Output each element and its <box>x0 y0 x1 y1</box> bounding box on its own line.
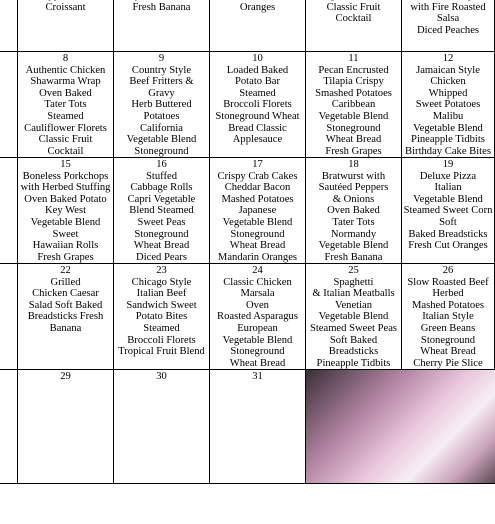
menu-item-line: Green Beans <box>420 322 476 334</box>
menu-item-line: Chicago Style <box>131 276 192 288</box>
menu-item-line: Japanese <box>238 205 277 217</box>
day-number: 9 <box>158 53 165 64</box>
menu-item-line: Fresh Cut Oranges <box>408 240 488 252</box>
menu-item-line: Italian Style <box>422 311 474 323</box>
menu-item-line: Mashed Potatoes <box>221 193 294 205</box>
menu-item-line: Country Style <box>131 64 192 76</box>
menu-item-line: Fresh Banana <box>132 1 191 13</box>
menu-item-line: Stoneground <box>230 228 285 240</box>
calendar-day-cell <box>114 370 210 484</box>
menu-item-line: Gravy <box>148 87 175 99</box>
menu-item-line: Slow Roasted Beef <box>407 276 489 288</box>
menu-item-line: Classic Chicken <box>223 276 292 288</box>
menu-item-line: Cocktail <box>335 13 372 25</box>
calendar-day-cell <box>18 370 114 484</box>
menu-item-line: Italian <box>434 182 462 194</box>
day-number: 12 <box>442 53 454 64</box>
menu-item-line: Cocktail <box>47 145 84 157</box>
day-number: 25 <box>348 265 359 276</box>
menu-item-line: Sautéed Peppers <box>318 182 389 194</box>
menu-item-line: Diced Pears <box>136 251 187 263</box>
day-number: 24 <box>252 265 263 276</box>
menu-item-line: Pineapple Tidbits <box>316 357 391 369</box>
day-number: 11 <box>348 53 359 64</box>
menu-item-line: Bratwurst with <box>321 170 386 182</box>
menu-item-line: Breadsticks <box>328 346 379 358</box>
menu-item-line: Wheat Bread <box>229 240 286 252</box>
menu-item-line: & Onions <box>332 193 375 205</box>
menu-item-line: Capri Vegetable <box>127 193 196 205</box>
menu-item-line: Classic Fruit <box>326 1 381 13</box>
calendar-day-cell <box>306 52 402 158</box>
menu-item-line: Sweet Potatoes <box>415 99 481 111</box>
menu-item-line: Broccoli Florets <box>127 334 196 346</box>
menu-item-line: Boneless Porkchops <box>22 170 109 182</box>
calendar-day-cell <box>402 52 495 158</box>
day-number: 10 <box>252 53 263 64</box>
menu-item-line: Herb Buttered <box>131 99 192 111</box>
menu-item-line: Potato Bar <box>234 76 281 88</box>
day-number: 30 <box>156 371 167 382</box>
menu-item-line: Marsala <box>240 288 275 300</box>
menu-item-line: Fresh Banana <box>324 251 383 263</box>
menu-item-line: Steamed <box>47 110 84 122</box>
menu-item-line: Spaghetti <box>333 276 374 288</box>
menu-item-line: Tater Tots <box>44 99 87 111</box>
menu-item-line: Oven <box>246 299 269 311</box>
weekend-stub-cell <box>0 264 18 370</box>
menu-item-line: Wheat Bread <box>420 346 476 358</box>
weekend-stub-cell <box>0 370 18 484</box>
day-number: 17 <box>252 159 263 170</box>
day-number: 16 <box>156 159 167 170</box>
menu-item-line: Deluxe Pizza <box>419 170 477 182</box>
menu-item-line: Bread Classic <box>228 122 287 134</box>
menu-item-line: Baked Breadsticks <box>408 228 488 240</box>
day-number: 29 <box>60 371 71 382</box>
weekend-stub-cell <box>0 0 18 52</box>
menu-item-line: Oven Baked <box>327 205 380 217</box>
menu-item-line: Oranges <box>239 1 276 13</box>
menu-item-line: Applesauce <box>232 134 283 146</box>
menu-item-line: Sweet Peas <box>137 216 186 228</box>
calendar-day-cell <box>18 0 114 52</box>
menu-item-line: Crispy Crab Cakes <box>217 170 298 182</box>
calendar-day-cell <box>210 158 306 264</box>
menu-item-line: Cherry Pie Slice <box>413 357 483 369</box>
menu-item-line: Tater Tots <box>332 216 375 228</box>
menu-item-line: Vegetable Blend <box>413 193 483 205</box>
menu-item-line: with Herbed Stuffing <box>20 182 111 194</box>
menu-item-line: Malibu <box>432 110 464 122</box>
menu-item-line: Broccoli Florets <box>223 99 292 111</box>
day-number: 18 <box>348 159 359 170</box>
menu-item-line: Loaded Baked <box>226 64 289 76</box>
menu-item-line: Sweet <box>52 228 79 240</box>
calendar-day-cell <box>114 158 210 264</box>
day-number: 19 <box>442 159 454 170</box>
menu-item-line: Steamed <box>239 87 276 99</box>
decorative-photo <box>306 370 495 484</box>
calendar-day-cell <box>306 158 402 264</box>
calendar-day-cell <box>210 52 306 158</box>
menu-item-line: Stoneground <box>420 334 476 346</box>
calendar-day-cell <box>18 264 114 370</box>
menu-item-line: Beef Fritters & <box>129 76 194 88</box>
menu-item-line: Salsa <box>436 13 460 25</box>
calendar-day-cell <box>210 370 306 484</box>
calendar-day-cell <box>306 264 402 370</box>
calendar-day-cell <box>210 264 306 370</box>
menu-item-line: Vegetable Blend <box>318 110 389 122</box>
menu-item-line: Diced Peaches <box>416 24 480 36</box>
menu-item-line: Cauliflower Florets <box>24 122 107 134</box>
menu-item-line: Sandwich Sweet <box>126 299 197 311</box>
menu-item-line: Breadsticks Fresh <box>27 311 104 323</box>
menu-item-line: & Italian Meatballs <box>312 288 395 300</box>
menu-item-line: Potato Bites <box>135 311 188 323</box>
day-number: 22 <box>60 265 71 276</box>
menu-item-line: Italian Beef <box>136 288 187 300</box>
menu-item-line: Chicken <box>430 76 466 88</box>
calendar-day-cell <box>210 0 306 52</box>
menu-item-line: Salad Soft Baked <box>28 299 103 311</box>
menu-item-line: Classic Fruit <box>38 134 93 146</box>
menu-item-line: with Fire Roasted <box>410 1 486 13</box>
calendar-day-cell <box>402 264 495 370</box>
menu-item-line: Cabbage Rolls <box>130 182 193 194</box>
menu-item-line: Soft Baked <box>329 334 378 346</box>
menu-item-line: Roasted Asparagus <box>217 311 298 323</box>
menu-item-line: Fresh Grapes <box>325 145 382 157</box>
menu-item-line: Caribbean <box>331 99 376 111</box>
calendar-day-cell <box>18 52 114 158</box>
calendar-day-cell <box>402 158 495 264</box>
menu-item-line: Vegetable Blend <box>318 311 389 323</box>
menu-item-line: Steamed <box>143 322 180 334</box>
menu-item-line: Vegetable Blend <box>222 334 293 346</box>
menu-item-line: Soft <box>439 216 457 228</box>
menu-item-line: Smashed Potatoes <box>315 87 392 99</box>
menu-item-line: Vegetable Blend <box>318 240 389 252</box>
day-number: 23 <box>156 265 167 276</box>
menu-item-line: Vegetable Blend <box>30 216 101 228</box>
menu-item-line: Potatoes <box>143 110 180 122</box>
menu-item-line: Stoneground Wheat <box>215 110 300 122</box>
menu-item-line: Pineapple Tidbits <box>411 134 485 146</box>
menu-item-line: Stoneground <box>134 145 189 157</box>
menu-item-line: Grilled <box>50 276 81 288</box>
menu-item-line: Vegetable Blend <box>126 134 197 146</box>
weekend-stub-cell <box>0 158 18 264</box>
day-number: 8 <box>62 53 69 64</box>
calendar-day-cell <box>306 0 402 52</box>
menu-item-line: Tilapia Crispy <box>323 76 384 88</box>
calendar-day-cell <box>18 158 114 264</box>
menu-item-line: Venetian <box>334 299 373 311</box>
menu-item-line: Oven Baked Potato <box>24 193 107 205</box>
menu-item-line: Vegetable Blend <box>222 216 293 228</box>
menu-item-line: Whipped <box>428 87 468 99</box>
day-number: 31 <box>252 371 263 382</box>
menu-item-line: Tropical Fruit Blend <box>118 346 205 358</box>
menu-item-line: Croissant <box>45 1 86 13</box>
menu-item-line: Chicken Caesar <box>32 288 99 300</box>
menu-item-line: Wheat Bread <box>325 134 382 146</box>
menu-item-line: California <box>140 122 183 134</box>
menu-item-line: Stoneground <box>326 122 381 134</box>
menu-item-line: Normandy <box>330 228 377 240</box>
menu-item-line: Fresh Grapes <box>37 251 94 263</box>
calendar-day-cell <box>114 52 210 158</box>
menu-item-line: Mashed Potatoes <box>411 299 485 311</box>
menu-item-line: European <box>237 322 278 334</box>
calendar-day-cell <box>402 0 495 52</box>
day-number: 26 <box>442 265 454 276</box>
menu-item-line: Steamed Sweet Peas <box>309 322 398 334</box>
menu-item-line: Birthday Cake Bites <box>405 145 491 157</box>
menu-item-line: Jamaican Style <box>416 64 480 76</box>
menu-item-line: Hawaiian Rolls <box>32 240 99 252</box>
menu-item-line: Oven Baked <box>39 87 92 99</box>
menu-item-line: Steamed Sweet Corn <box>403 205 493 217</box>
menu-item-line: Vegetable Blend <box>413 122 483 134</box>
menu-item-line: Mandarin Oranges <box>217 251 298 263</box>
menu-item-line: Key West <box>44 205 87 217</box>
menu-item-line: Authentic Chicken <box>25 64 106 76</box>
menu-item-line: Herbed <box>432 288 464 300</box>
menu-item-line: Wheat Bread <box>133 240 190 252</box>
weekend-stub-cell <box>0 52 18 158</box>
calendar-day-cell <box>114 0 210 52</box>
menu-item-line: Stoneground <box>134 228 189 240</box>
day-number: 15 <box>60 159 71 170</box>
menu-item-line: Stoneground <box>230 346 285 358</box>
menu-item-line: Cheddar Bacon <box>224 182 291 194</box>
menu-item-line: Wheat Bread <box>229 357 286 369</box>
menu-item-line: Banana <box>49 322 82 334</box>
calendar-day-cell <box>114 264 210 370</box>
menu-item-line: Pecan Encrusted <box>318 64 389 76</box>
menu-item-line: Shawarma Wrap <box>30 76 101 88</box>
menu-item-line: Blend Steamed <box>129 205 194 217</box>
menu-item-line: Stuffed <box>146 170 177 182</box>
